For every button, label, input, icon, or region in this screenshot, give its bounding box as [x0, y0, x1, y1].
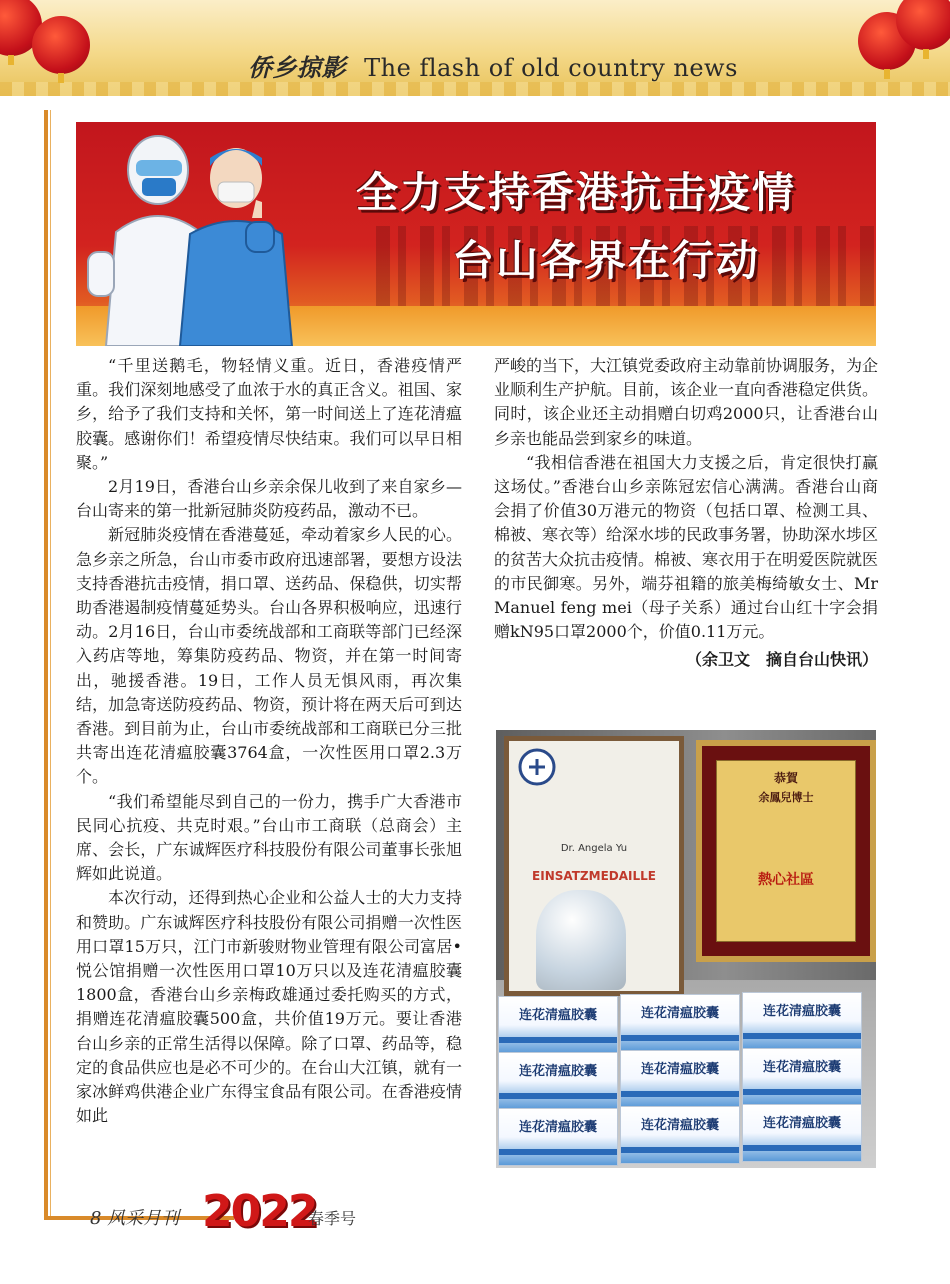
paragraph: 2月19日，香港台山乡亲余保儿收到了来自家乡—台山寄来的第一批新冠肺炎防疫药品，激动不已。 — [76, 477, 462, 521]
paragraph: “我相信香港在祖国大力支援之后，肯定很快打赢这场仗。”香港台山乡亲陈冠宏信心满满。香港台山商会捐了价值30万港元的物资（包括口罩、检测工具、棉被、寒衣等）给深水埗的民政事务署，协助深水埗区的贫苦大众抗击疫情。棉被、寒衣用于在明爱医院就医的市民御寒。另外，端芬祖籍的旅美梅绮敏女士、Mr Manuel feng mei（母子关系）通过台山红十字会捐赠kN95口罩2000个，价值0.11万元。 — [494, 452, 879, 642]
medicine-box — [742, 1104, 862, 1162]
issue-year: 2022 — [202, 1186, 317, 1237]
section-title-en: The flash of old country news — [364, 54, 738, 82]
plaque-line-1: 恭賀 — [773, 771, 798, 785]
article-column-right — [494, 354, 878, 673]
medicine-box — [498, 1108, 618, 1166]
left-rule-inner — [50, 110, 51, 1218]
paragraph: “千里送鹅毛，物轻情义重。近日，香港疫情严重。我们深刻地感受了血浓于水的真正含义。祖国、家乡，给予了我们支持和关怀，第一时间送上了连花清瘟胶囊。感谢你们！希望疫情尽快结束。我们可以早日相聚。” — [76, 356, 462, 472]
plaque-main: 熱心社區 — [758, 872, 814, 888]
paragraph: 本次行动，还得到热心企业和公益人士的大力支持和赞助。广东诚辉医疗科技股份有限公司捐赠一次性医用口罩15万只，江门市新骏财物业管理有限公司富居•悦公馆捐赠一次性医用口罩10万只以及连花清瘟胶囊1800盒，香港台山乡亲梅政雄通过委托购买的方式，捐赠连花清瘟胶囊500盒，共价值19万元。要让香港台山乡亲的正常生活得以保障。除了口罩、药品等，稳定的食品供应也是必不可少的。在台山大江镇，就有一家冰鲜鸡供港企业广东得宝食品有限公司。在香港疫情如此 — [76, 888, 462, 1126]
crystal-trophy — [536, 890, 626, 990]
box-label: 连花清瘟胶囊 — [518, 1008, 597, 1023]
seal-icon — [517, 747, 557, 787]
certificate-title: EINSATZMEDAILLE — [532, 869, 656, 883]
box-label: 连花清瘟胶囊 — [640, 1118, 719, 1133]
medical-workers-illustration — [76, 122, 306, 346]
donation-photo — [496, 730, 876, 1168]
headline-banner — [76, 122, 876, 346]
box-label: 连花清瘟胶囊 — [762, 1004, 841, 1019]
header-pattern — [0, 82, 950, 96]
medicine-box — [620, 994, 740, 1052]
headline-line-1: 全力支持香港抗击疫情 — [355, 168, 796, 217]
paragraph: 新冠肺炎疫情在香港蔓延，牵动着家乡人民的心。急乡亲之所急，台山市委市政府迅速部署，要想方设法支持香港抗击疫情，捐口罩、送药品、保稳供，切实帮助香港遏制疫情蔓延势头。台山各界积极响应，迅速行动。2月16日，台山市委统战部和工商联等部门已经深入药店等地，筹集防疫药品、物资，并在第一时间寄出，驰援香港。19日，工作人员无惧风雨，再次集结，加急寄送防疫药品、物资，预计将在两天后可到达香港。到目前为止，台山市委统战部和工商联已分三批共寄出连花清瘟胶囊3764盒，一次性医用口罩2.3万个。 — [76, 525, 462, 787]
medicine-box — [742, 1048, 862, 1106]
article-column-left — [76, 354, 462, 1129]
box-label: 连花清瘟胶囊 — [640, 1006, 719, 1021]
section-title — [248, 48, 738, 83]
box-label: 连花清瘟胶囊 — [640, 1062, 719, 1077]
medicine-box — [742, 992, 862, 1050]
box-label: 连花清瘟胶囊 — [762, 1060, 841, 1075]
box-label: 连花清瘟胶囊 — [518, 1064, 597, 1079]
award-plaque — [696, 740, 876, 962]
medicine-box — [498, 1052, 618, 1110]
left-rule — [44, 110, 48, 1218]
headline-line-2: 台山各界在行动 — [451, 236, 760, 285]
section-title-cn: 侨乡掠影 — [248, 53, 346, 82]
page-number: 8 风采月刊 — [90, 1208, 180, 1229]
lantern-icon — [32, 16, 90, 74]
plaque-panel — [716, 760, 856, 942]
paragraph-continued: 严峻的当下，大江镇党委政府主动靠前协调服务，为企业顺利生产护航。目前，该企业一直向香港稳定供货。同时，该企业还主动捐赠白切鸡2000只，让香港台山乡亲也能品尝到家乡的味道。 — [494, 356, 879, 448]
header-band — [0, 0, 950, 96]
paragraph: “我们希望能尽到自己的一份力，携手广大香港市民同心抗疫、共克时艰。”台山市工商联（总商会）主席、会长，广东诚辉医疗科技股份有限公司董事长张旭辉如此说道。 — [76, 791, 462, 884]
plaque-line-2: 余鳳兒博士 — [758, 791, 814, 804]
medicine-box — [620, 1106, 740, 1164]
certificate-recipient: Dr. Angela Yu — [560, 843, 628, 854]
box-label: 连花清瘟胶囊 — [518, 1120, 597, 1135]
medicine-box — [620, 1050, 740, 1108]
issue-season: 春季号 — [308, 1209, 357, 1228]
box-label: 连花清瘟胶囊 — [762, 1116, 841, 1131]
medicine-box — [498, 996, 618, 1054]
article-credit: （余卫文 摘自台山快讯） — [685, 650, 878, 670]
